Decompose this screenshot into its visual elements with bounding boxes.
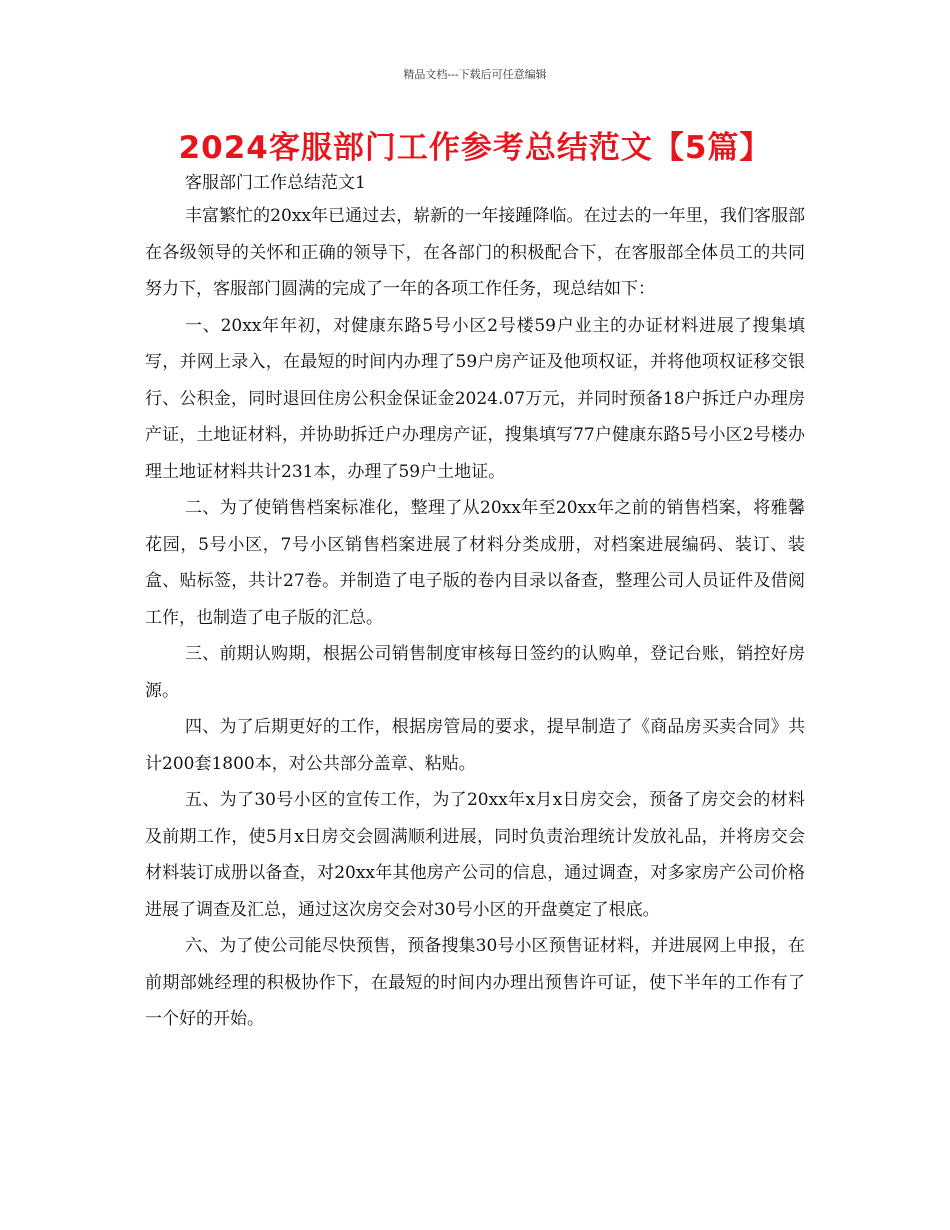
paragraph-item-2: 二、为了使销售档案标准化，整理了从20xx年至20xx年之前的销售档案，将雅馨花园，5号小区，7号小区销售档案进展了材料分类成册，对档案进展编码、装订、装盒、贴标签，共计27卷。并制造了电子版的卷内目录以备查，整理公司人员证件及借阅工作，也制造了电子版的汇总。	[145, 498, 805, 628]
paragraph-item-4: 四、为了后期更好的工作，根据房管局的要求，提早制造了《商品房买卖合同》共计200套1800本，对公共部分盖章、粘贴。	[145, 717, 805, 774]
document-body	[145, 198, 805, 1038]
document-title: 2024客服部门工作参考总结范文【5篇】	[178, 130, 772, 166]
paragraph-intro: 丰富繁忙的20xx年已通过去，崭新的一年接踵降临。在过去的一年里，我们客服部在各级领导的关怀和正确的领导下，在各部门的积极配合下，在客服部全体员工的共同努力下，客服部门圆满的完成了一年的各项工作任务，现总结如下：	[145, 206, 805, 299]
section-subtitle: 客服部门工作总结范文1	[185, 173, 366, 193]
paragraph-item-3: 三、前期认购期，根据公司销售制度审核每日签约的认购单，登记台账，销控好房源。	[145, 644, 805, 701]
paragraph-item-1: 一、20xx年年初，对健康东路5号小区2号楼59户业主的办证材料进展了搜集填写，并网上录入，在最短的时间内办理了59户房产证及他项权证，并将他项权证移交银行、公积金，同时退回住房公积金保证金2024.07万元，并同时预备18户拆迁户办理房产证，土地证材料，并协助拆迁户办理房产证，搜集填写77户健康东路5号小区2号楼办理土地证材料共计231本，办理了59户土地证。	[145, 315, 805, 482]
paragraph-item-5: 五、为了30号小区的宣传工作，为了20xx年x月x日房交会，预备了房交会的材料及前期工作，使5月x日房交会圆满顺利进展，同时负责治理统计发放礼品，并将房交会材料装订成册以备查，对20xx年其他房产公司的信息，通过调查，对多家房产公司价格进展了调查及汇总，通过这次房交会对30号小区的开盘奠定了根底。	[145, 790, 805, 920]
paragraph-item-6: 六、为了使公司能尽快预售，预备搜集30号小区预售证材料，并进展网上申报，在前期部姚经理的积极协作下，在最短的时间内办理出预售许可证，使下半年的工作有了一个好的开始。	[145, 936, 805, 1029]
page-header-note: 精品文档---下载后可任意编辑	[403, 68, 547, 81]
